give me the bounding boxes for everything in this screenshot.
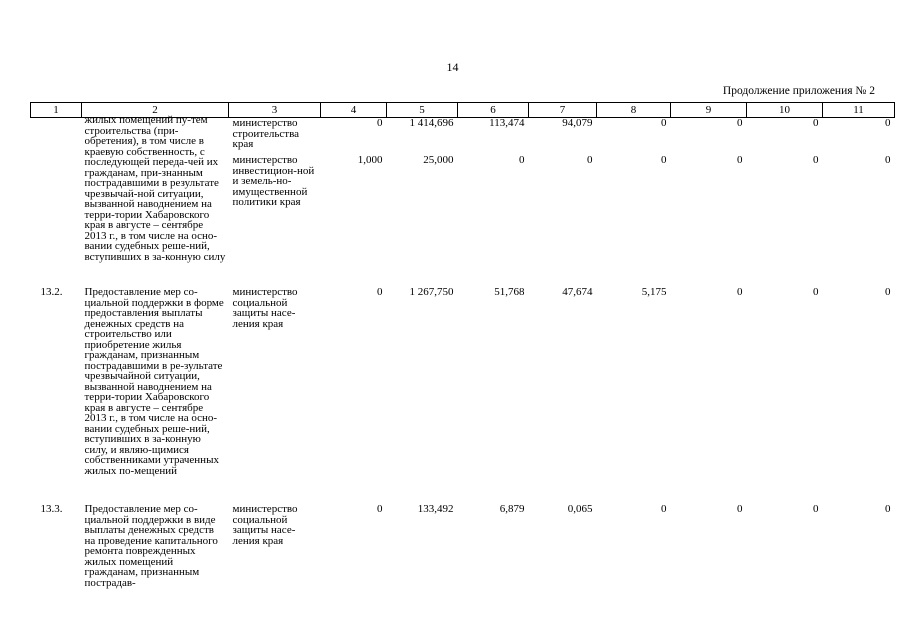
column-header: 10 xyxy=(747,103,823,118)
value-cell: 0 xyxy=(813,503,819,515)
table-row xyxy=(31,287,895,504)
value-cell: 0 xyxy=(661,117,667,129)
program-table xyxy=(30,102,895,614)
value-cell: 0 xyxy=(885,117,891,129)
value-cell: 1 414,696 xyxy=(409,117,454,129)
column-header: 1 xyxy=(31,103,82,118)
value-cell: 0 xyxy=(813,154,819,166)
value-cell: 0 xyxy=(885,503,891,515)
page-number: 14 xyxy=(446,60,459,74)
value-cell: 0 xyxy=(661,503,667,515)
table-row xyxy=(31,118,895,156)
value-cell: 51,768 xyxy=(494,286,525,298)
row-executor: министерство социальной защиты насе-ления края xyxy=(232,503,298,547)
row-executor: министерство строительства края xyxy=(232,117,300,150)
value-cell: 0 xyxy=(587,154,593,166)
row-index: 13.2. xyxy=(40,286,63,298)
row-description: Предоставление мер со-циальной поддержки в виде выплаты денежных средств на проведение капитального ремонта поврежденных жилых помещений гражданам, признанным пострадав- xyxy=(84,503,218,589)
row-description: Предоставление мер со-циальной поддержки в форме предоставления выплаты денежных средств на строительство или приобретение жилья гражданам, признанным пострадавшими в ре-зультате чрезвычайной ситуации, вызванной наводнением на терри-тории Хабаровского края в августе – сентябре 2013 г., в том числе на осно-вании судебных реше-ний, вступивших в за-конную силу, и являю-щимися собственниками утраченных жилых по-мещений xyxy=(84,286,224,477)
value-cell: 133,492 xyxy=(417,503,454,515)
value-cell: 0 xyxy=(885,286,891,298)
row-index: 13.3. xyxy=(40,503,63,515)
value-cell: 0 xyxy=(737,286,743,298)
value-cell: 25,000 xyxy=(423,154,454,166)
column-header: 6 xyxy=(458,103,529,118)
value-cell: 0 xyxy=(377,503,383,515)
column-header: 9 xyxy=(671,103,747,118)
value-cell: 0 xyxy=(737,154,743,166)
row-executor: министерство социальной защиты насе-ления края xyxy=(232,286,298,330)
row-index xyxy=(31,118,82,288)
column-header: 8 xyxy=(597,103,671,118)
value-cell: 0 xyxy=(377,286,383,298)
value-cell: 6,879 xyxy=(499,503,525,515)
value-cell: 0 xyxy=(661,154,667,166)
column-header: 11 xyxy=(823,103,895,118)
column-header: 2 xyxy=(82,103,229,118)
column-header: 7 xyxy=(529,103,597,118)
column-header: 5 xyxy=(387,103,458,118)
table-row xyxy=(31,504,895,614)
value-cell: 5,175 xyxy=(641,286,667,298)
value-cell: 0 xyxy=(813,286,819,298)
value-cell: 1 267,750 xyxy=(409,286,454,298)
continuation-label: Продолжение приложения № 2 xyxy=(722,85,875,97)
value-cell: 0 xyxy=(737,503,743,515)
column-header: 4 xyxy=(321,103,387,118)
column-header: 3 xyxy=(229,103,321,118)
value-cell: 113,474 xyxy=(489,117,525,129)
value-cell: 0,065 xyxy=(567,503,593,515)
value-cell: 0 xyxy=(885,154,891,166)
value-cell: 0 xyxy=(737,117,743,129)
row-executor: министерство инвестицион-ной и земель-но-имущественной политики края xyxy=(232,154,315,208)
row-description: жилых помещений пу-тем строительства (при-обретения), в том числе в краевую собственность, с последующей переда-чей их гражданам, при-знанным пострадавшими в результате чрезвычай-ной ситуации, вызванной наводнением на терри-тории Хабаровского края в августе – сентябре 2013 г., в том числе на осно-вании судебных реше-ний, вступивших в за-конную силу xyxy=(84,114,226,263)
value-cell: 0 xyxy=(377,117,383,129)
value-cell: 0 xyxy=(519,154,525,166)
value-cell: 94,079 xyxy=(562,117,593,129)
value-cell: 47,674 xyxy=(562,286,593,298)
value-cell: 1,000 xyxy=(357,154,383,166)
value-cell: 0 xyxy=(813,117,819,129)
